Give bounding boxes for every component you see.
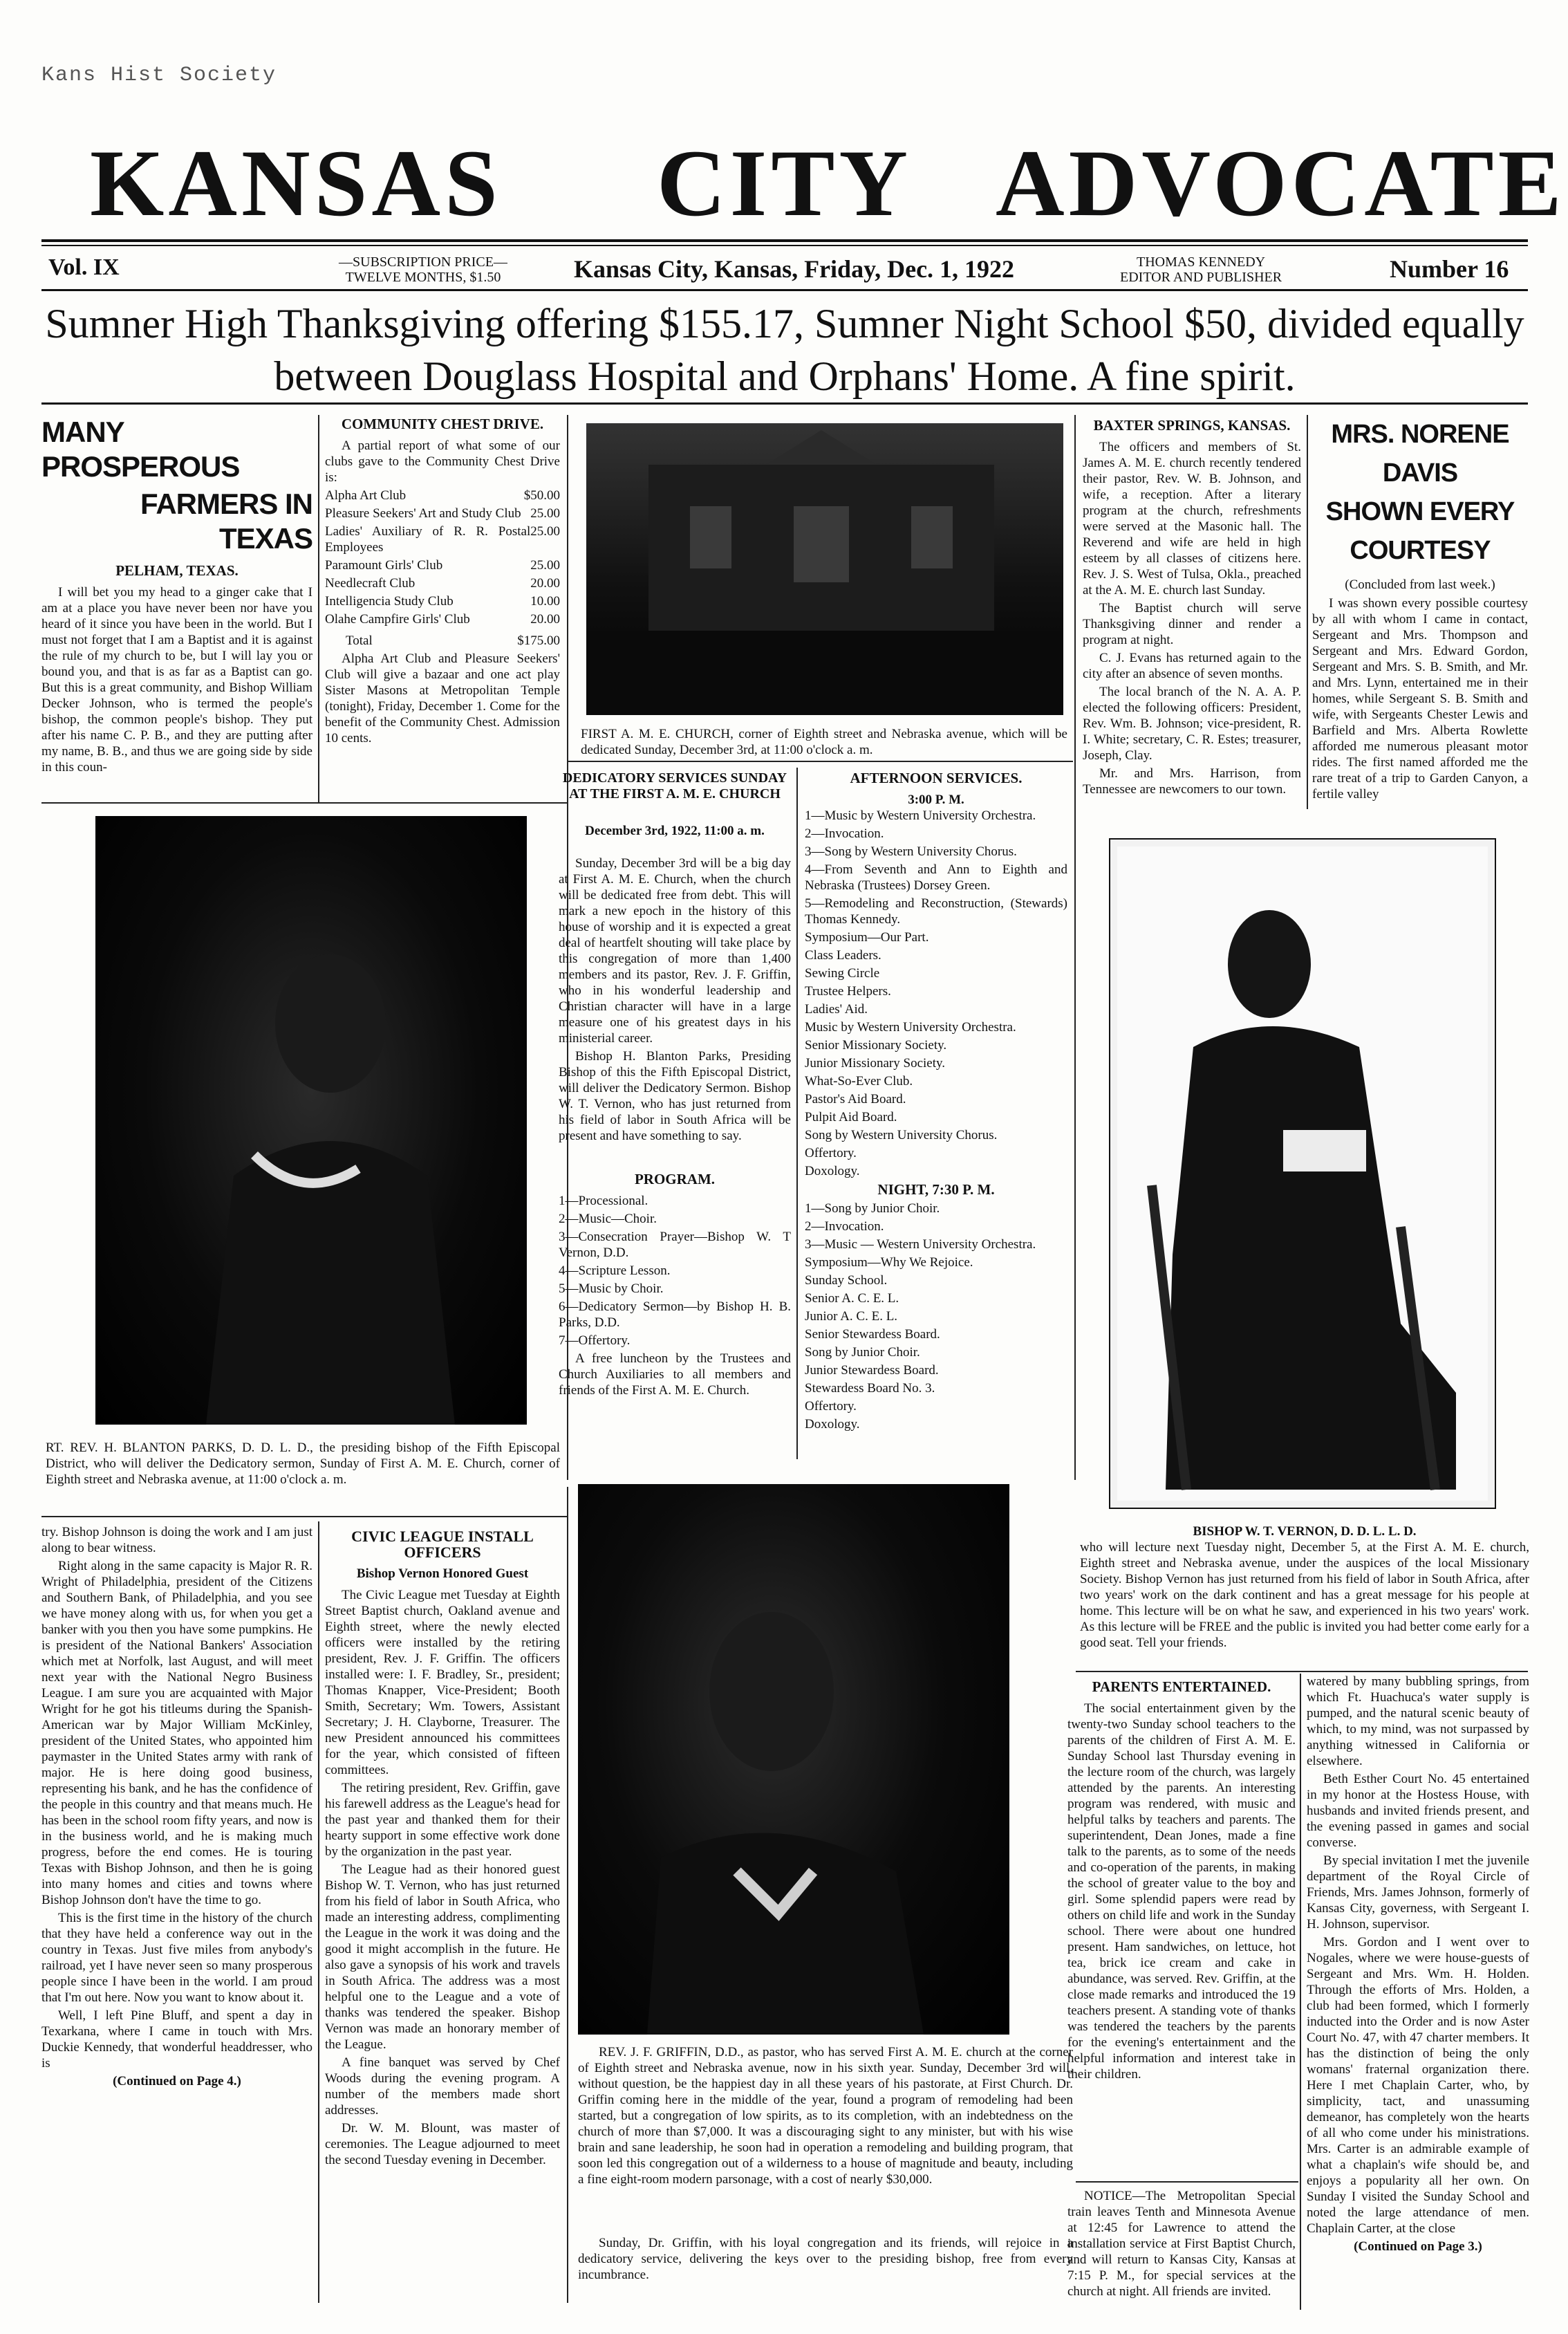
bishop-parks-caption: RT. REV. H. BLANTON PARKS, D. D. L. D., the presiding bishop of the Fifth Episcopal District, who will deliver the Dedicatory sermon, Sunday of First A. M. E. Church, corner of Eighth street and Nebraska avenue, at 11:00 o'clock a. m. bbox=[46, 1441, 560, 1487]
afternoon-item: Doxology. bbox=[805, 1164, 860, 1178]
article-farmers bbox=[41, 415, 312, 788]
bishop-vernon-title: BISHOP W. T. VERNON, D. D. L. L. D. bbox=[1193, 1524, 1417, 1539]
library-stamp: Kans Hist Society bbox=[41, 64, 277, 87]
program-item: 3—Consecration Prayer—Bishop W. T Vernon, D.D. bbox=[559, 1230, 791, 1260]
night-item: Symposium—Why We Rejoice. bbox=[805, 1255, 973, 1270]
article-afternoon-services bbox=[805, 766, 1067, 1458]
banner-headline bbox=[41, 297, 1528, 402]
article-community-chest bbox=[325, 412, 560, 793]
program-item: 4—Scripture Lesson. bbox=[559, 1263, 671, 1278]
row-rule bbox=[568, 761, 1073, 762]
place-date: Kansas City, Kansas, Friday, Dec. 1, 1922 bbox=[574, 255, 1015, 283]
banner-line-1: Sumner High Thanksgiving offering $155.17, Sumner Night School $50, divided equally bbox=[45, 301, 1524, 346]
chest-row bbox=[325, 557, 560, 573]
farmers-headline-2: FARMERS IN TEXAS bbox=[140, 488, 312, 555]
davis-headline-3: COURTESY bbox=[1350, 536, 1491, 565]
baxter-p4: The local branch of the N. A. A. P. elected the following officers: President, Rev. Wm. B. Johnson; vice-president, R. I. White; secretary, C. R. Estes; treasurer, Joseph, Clay. bbox=[1083, 685, 1301, 763]
afternoon-item: Pastor's Aid Board. bbox=[805, 1092, 906, 1106]
civic-p1: The Civic League met Tuesday at Eighth Street Baptist church, Oakland avenue and Eighth street, where the newly elected officers were installed by the retiring president, Rev. J. F. Griffin. The officers installed were: I. F. Bradley, Sr., president; Thomas Knapper, Vice-President; Booth Smith, Secretary; Wm. Towers, Assistant Secretary; J. H. Clayborne, Treasurer. The new President announced his committees for the year, which consisted of fifteen committees. bbox=[325, 1588, 560, 1777]
afternoon-item: Symposium—Our Part. bbox=[805, 930, 929, 945]
afternoon-item: 4—From Seventh and Ann to Eighth and Nebraska (Trustees) Dorsey Green. bbox=[805, 862, 1067, 893]
chest-amount: 10.00 bbox=[530, 594, 560, 609]
chest-row bbox=[325, 524, 560, 555]
chest-amount: $50.00 bbox=[523, 488, 560, 503]
bishop-parks-portrait bbox=[95, 816, 527, 1425]
dedicatory-title: DEDICATORY SERVICES SUNDAY AT THE FIRST A. M. E. CHURCH bbox=[562, 770, 787, 802]
chest-amount: 25.00 bbox=[530, 524, 560, 539]
chest-club-name: Ladies' Auxiliary of R. R. Postal Employees bbox=[325, 524, 531, 555]
farmers-paragraph: I will bet you my head to a ginger cake that I am at a place you have never been nor have you heard of it since you have been in the world. But I must not forget that I am a Baptist and it is against the rule of my church to be, but I will lay you or bound you, and that is as far as a Baptist can go. But this is a great community, and Bishop William Decker Johnson, who is termed the people's bishop, the common people's bishop. They put after his name C. P. B., and they are putting after my name, B. B., and thus we are going side by side in this coun- bbox=[41, 585, 312, 775]
civic-p5: Dr. W. M. Blount, was master of ceremonies. The League adjourned to meet the second Tuesday evening in December. bbox=[325, 2121, 560, 2167]
chest-total-label: Total bbox=[346, 633, 373, 648]
night-item: Senior Stewardess Board. bbox=[805, 1327, 940, 1342]
baxter-title: BAXTER SPRINGS, KANSAS. bbox=[1093, 417, 1291, 434]
chest-club-name: Pleasure Seekers' Art and Study Club bbox=[325, 506, 521, 521]
church-photo-caption: FIRST A. M. E. CHURCH, corner of Eighth street and Nebraska avenue, which will be dedicated Sunday, December 3rd, at 11:00 o'clock a. m. bbox=[581, 727, 1067, 757]
davis-headline-2: SHOWN EVERY bbox=[1325, 497, 1515, 526]
night-item: Junior Stewardess Board. bbox=[805, 1363, 939, 1378]
column-rule bbox=[318, 415, 319, 802]
night-item: Senior A. C. E. L. bbox=[805, 1291, 899, 1306]
program-item: 7—Offertory. bbox=[559, 1333, 631, 1348]
chest-club-name: Needlecraft Club bbox=[325, 576, 416, 591]
chest-row bbox=[325, 575, 560, 591]
rev-griffin-caption: REV. J. F. GRIFFIN, D.D., as pastor, who has served First A. M. E. church at the corner of Eighth street and Nebraska avenue, now in his sixth year. Sunday, December 3rd will, without question, be the happiest day in all these years of his pastorate, at First Church. Dr. Griffin coming here in the middle of the year, found a program of remodeling had been started, but a congregation of low spirits, as to its completion, with an indebtedness on the church of more than $7,000. It was a discouraging sight to any minister, but with his wise brain and sane leadership, he soon had in operation a remodeling and building program, that soon led this congregation out of a wilderness to a house of magnitude and beauty, including a fine eight-room modern parsonage, with a cost of nearly $30,000. bbox=[578, 2045, 1073, 2187]
afternoon-list bbox=[805, 808, 1067, 1179]
chest-amount: 25.00 bbox=[530, 506, 560, 521]
chest-total-amount: $175.00 bbox=[517, 633, 560, 648]
article-davis bbox=[1312, 415, 1528, 809]
editor bbox=[1120, 254, 1282, 285]
night-title: NIGHT, 7:30 P. M. bbox=[877, 1181, 995, 1198]
civic-p2: The retiring president, Rev. Griffin, gave his farewell address as the League's head for the past year and thanked them for their hearty support in some effective work done by the organization in the past year. bbox=[325, 1781, 560, 1859]
masthead-word-city: CITY bbox=[657, 130, 913, 236]
church-photo bbox=[586, 423, 1063, 715]
baxter-p5: Mr. and Mrs. Harrison, from Tennessee are newcomers to our town. bbox=[1083, 766, 1301, 797]
night-item: 3—Music — Western University Orchestra. bbox=[805, 1237, 1036, 1252]
night-item: Doxology. bbox=[805, 1417, 860, 1432]
afternoon-item: 3—Song by Western University Chorus. bbox=[805, 844, 1017, 859]
chest-intro: A partial report of what some of our clubs gave to the Community Chest Drive is: bbox=[325, 438, 560, 485]
volume: Vol. IX bbox=[48, 254, 120, 280]
afternoon-time: 3:00 P. M. bbox=[908, 793, 964, 807]
afternoon-title: AFTERNOON SERVICES. bbox=[850, 770, 1023, 786]
row-rule bbox=[41, 802, 567, 804]
chest-amount: 25.00 bbox=[530, 558, 560, 573]
afternoon-item: 2—Invocation. bbox=[805, 826, 884, 841]
afternoon-item: 1—Music by Western University Orchestra. bbox=[805, 808, 1036, 823]
masthead-rule-top bbox=[41, 239, 1528, 242]
chest-row bbox=[325, 506, 560, 521]
davis-headline-1: MRS. NORENE DAVIS bbox=[1331, 420, 1509, 488]
luncheon: A free luncheon by the Trustees and Church Auxiliaries to all members and friends of the First A. M. E. Church. bbox=[559, 1351, 791, 1398]
baxter-p2: The Baptist church will serve Thanksgiving dinner and render a program at night. bbox=[1083, 601, 1301, 647]
article-baxter-springs bbox=[1083, 414, 1301, 808]
farmers-cont-p2: Right along in the same capacity is Major R. R. Wright of Philadelphia, president of the Citizens and Southern Bank, of Philadelphia, and you see we have money along with us, for when you get a banker with you then you have some pumpkins. He is president of the National Bankers' Association which met at Norfolk, last August, and will meet next year with the National Negro Business League. I am sure you are acquainted with Major Wright for he got his titleums during the Spanish-American war by Major William McKinley, president of the United States, who appointed him paymaster in the United States army with rank of major. He is here doing good business, representing his bank, and he has the confidence of the people in this country and that means much. He has been in the school room fifty years, and now is in the business world, and he is making much progress, before the end comes. He is touring Texas with Bishop Johnson, and then he is going into many homes and cities and towns where Bishop Johnson don't have the time to go. bbox=[41, 1559, 312, 1907]
column-rule bbox=[1300, 1674, 1301, 2310]
row-rule bbox=[41, 1516, 567, 1517]
davis-note: (Concluded from last week.) bbox=[1345, 577, 1495, 592]
column-rule bbox=[1074, 415, 1076, 1480]
chest-row bbox=[325, 488, 560, 503]
editor-title: EDITOR AND PUBLISHER bbox=[1120, 270, 1282, 285]
afternoon-item: Ladies' Aid. bbox=[805, 1002, 868, 1017]
farmers-cont-p1: try. Bishop Johnson is doing the work and I am just along to bear witness. bbox=[41, 1525, 312, 1555]
parents-p1: The social entertainment given by the twenty-two Sunday school teachers to the parents of the children of First A. M. E. Sunday School last Thursday evening in the lecture room of the church, was largely attended by the parents. An interesting program was rendered, with music and helpful talks by teachers and parents. The superintendent, Dean Jones, made a fine talk to the parents, as to some of the needs and co-operation of the parents, in making the school of greater value to the boy and girl. Some splendid papers were read by others on child life and work in the Sunday school. There were about one hundred present. Ham sandwiches, on lettuce, hot tea, brick ice cream and cake in abundance, was served. Rev. Griffin, at the close made remarks and introduced the 19 teachers present. A standing vote of thanks was tendered the teachers by the parents for the evening's entertainment and the helpful information and interest take in their children. bbox=[1067, 1701, 1296, 2082]
banner-rule bbox=[41, 402, 1528, 405]
notice-text: NOTICE—The Metropolitan Special train leaves Tenth and Minnesota Avenue at 12:45 for Lawrence to attend the installation service at First Baptist Church, and will return to Kansas City, Kansas at 7:15 P. M., for special services at the church at night. All friends are invited. bbox=[1067, 2189, 1296, 2299]
chest-club-name: Paramount Girls' Club bbox=[325, 558, 443, 573]
night-item: Junior A. C. E. L. bbox=[805, 1309, 898, 1324]
chest-club-name: Intelligencia Study Club bbox=[325, 594, 454, 609]
chest-list bbox=[325, 488, 560, 627]
chest-title: COMMUNITY CHEST DRIVE. bbox=[341, 416, 544, 432]
afternoon-item: Pulpit Aid Board. bbox=[805, 1110, 897, 1124]
masthead-rule-thin bbox=[41, 245, 1528, 246]
row-rule bbox=[1076, 1671, 1528, 1672]
program-item: 6—Dedicatory Sermon—by Bishop H. B. Parks, D.D. bbox=[559, 1299, 791, 1330]
article-dedicatory bbox=[559, 766, 791, 1458]
notice bbox=[1067, 2188, 1296, 2313]
afternoon-item: 5—Remodeling and Reconstruction, (Stewards) Thomas Kennedy. bbox=[805, 896, 1067, 927]
article-parents-entertained bbox=[1067, 1675, 1296, 2173]
article-davis-continued bbox=[1307, 1674, 1529, 2317]
afternoon-item: Sewing Circle bbox=[805, 966, 880, 981]
afternoon-item: Song by Western University Chorus. bbox=[805, 1128, 998, 1142]
afternoon-item: Junior Missionary Society. bbox=[805, 1056, 946, 1071]
baxter-p3: C. J. Evans has returned again to the city after an absence of seven months. bbox=[1083, 651, 1301, 681]
civic-subtitle: Bishop Vernon Honored Guest bbox=[356, 1566, 529, 1581]
davis-cont-p3: By special invitation I met the juvenile department of the Royal Circle of Friends, Mrs. James Johnson, formerly of Kansas City, governess, with Sergeant I. H. Johnson, supervisor. bbox=[1307, 1853, 1529, 1932]
bishop-vernon-portrait bbox=[1109, 838, 1496, 1509]
program-item: 1—Processional. bbox=[559, 1194, 648, 1208]
davis-cont-p1: watered by many bubbling springs, from which Ft. Huachuca's water supply is pumped, and the natural scenic beauty of which, to my mind, was not surpassed by anything witnessed in California or elsewhere. bbox=[1307, 1674, 1529, 1768]
dedicatory-date: December 3rd, 1922, 11:00 a. m. bbox=[585, 824, 765, 838]
issue-number: Number 16 bbox=[1390, 255, 1509, 283]
editor-name: THOMAS KENNEDY bbox=[1136, 254, 1266, 270]
dedicatory-p1: Sunday, December 3rd will be a big day at First A. M. E. Church, when the church will be dedicated free from debt. This will mark a new epoch in the history of this house of worship and it is expected a great deal of heartfelt shouting will take place by this congregation of more than 1,400 members and its pastor, Rev. J. F. Griffin, who in his wonderful leadership and Christian character will have in a large measure one of his greatest days in his ministerial career. bbox=[559, 856, 791, 1046]
civic-title-1: CIVIC LEAGUE INSTALL bbox=[351, 1528, 534, 1545]
column-rule bbox=[796, 768, 798, 1459]
masthead bbox=[76, 130, 1566, 236]
banner-line-2: between Douglass Hospital and Orphans' Home. A fine spirit. bbox=[274, 353, 1296, 399]
baxter-p1: The officers and members of St. James A. M. E. church recently tendered their pastor, Rev. W. B. Johnson, and wife, a reception. After a literary program at the church, refreshments were served at the Masonic hall. The Reverend and wife are held in high esteem by all classes of citizens here. Rev. J. S. West of Tulsa, Okla., preached at the A. M. E. church last Sunday. bbox=[1083, 440, 1301, 598]
rev-griffin-portrait bbox=[578, 1484, 1009, 2035]
afternoon-item: Class Leaders. bbox=[805, 948, 881, 963]
davis-cont-p2: Beth Esther Court No. 45 entertained in my honor at the Hostess House, with husbands and invited friends present, and the evening passed in games and social converse. bbox=[1307, 1772, 1529, 1850]
farmers-cont-p3: This is the first time in the history of the church that they have held a conference way out in the country in Texas. Just five miles from anybody's railroad, yet I have never seen so many prosperous people since I have been in the world. I am proud that I'm out here. Now you want to know about it. bbox=[41, 1911, 312, 2005]
chest-row bbox=[325, 611, 560, 627]
program-list bbox=[559, 1193, 791, 1349]
night-list bbox=[805, 1201, 1067, 1432]
night-item: Offertory. bbox=[805, 1399, 857, 1414]
dateline-rule bbox=[41, 289, 1528, 291]
row-rule bbox=[1076, 2181, 1298, 2183]
chest-closing: Alpha Art Club and Pleasure Seekers' Club will give a bazaar and one act play Sister Masons at Metropolitan Temple (tonight), Friday, December 1. Come for the benefit of the Community Chest. Admission 10 cents. bbox=[325, 651, 560, 745]
farmers-cont-p4: Well, I left Pine Bluff, and spent a day in Texarkana, where I came in touch with Mrs. Duckie Kennedy, that wonderful headdresser, who is bbox=[41, 2008, 312, 2071]
chest-row bbox=[325, 593, 560, 609]
farmers-continued-note: (Continued on Page 4.) bbox=[113, 2074, 241, 2088]
night-item: 1—Song by Junior Choir. bbox=[805, 1201, 940, 1216]
afternoon-item: Music by Western University Orchestra. bbox=[805, 1020, 1016, 1035]
parents-title: PARENTS ENTERTAINED. bbox=[1092, 1678, 1271, 1695]
masthead-word-advocate: ADVOCATE bbox=[996, 130, 1566, 236]
chest-amount: 20.00 bbox=[530, 612, 560, 627]
afternoon-item: Senior Missionary Society. bbox=[805, 1038, 947, 1053]
bishop-vernon-caption: who will lecture next Tuesday night, December 5, at the First A. M. E. church, Eighth street and Nebraska avenue, under the auspices of the local Missionary Society. Bishop Vernon has just returned from his field of labor in South Africa, after two years' work on the dark continent and has a great message for his people at home. This lecture will be on what he saw, and experienced in his two years' work. As this lecture will be FREE and the public is invited you had better come early for a good seat. Tell your friends. bbox=[1080, 1540, 1529, 1650]
column-rule bbox=[567, 1487, 568, 2303]
farmers-headline-1: MANY PROSPEROUS bbox=[41, 416, 240, 483]
program-item: 2—Music—Choir. bbox=[559, 1212, 657, 1226]
masthead-word-kansas: KANSAS bbox=[90, 130, 502, 236]
night-item: Stewardess Board No. 3. bbox=[805, 1381, 935, 1396]
subscription-line-1: —SUBSCRIPTION PRICE— bbox=[339, 254, 507, 270]
davis-continued-note: (Continued on Page 3.) bbox=[1354, 2239, 1482, 2254]
davis-cont-p4: Mrs. Gordon and I went over to Nogales, where we were house-guests of Sergeant and Mrs. Wm. H. Holden. Through the efforts of Mrs. Holden, a club had been formed, which I formerly inducted into the Order and is now Aster Court No. 47, with 47 charter members. It has the distinction of being the only womans' fraternal organization there. Here I met Chaplain Carter, who, by simplicity, tact, and unassuming demeanor, has completely won the hearts of all who come under his ministrations. Mrs. Carter is an admirable example of what a chaplain's wife should be, and enjoys a popularity all her own. On Sunday I visited the Sunday School and noted the large attendance of men. Chaplain Carter, at the close bbox=[1307, 1935, 1529, 2236]
davis-p1: I was shown every possible courtesy by all with whom I came in contact, Sergeant and Mrs. Thompson and Sergeant and Mrs. Edward Gordon, Sergeant and Mrs. S. B. Smith, and Mr. and Mrs. Lynn, entertained me in their homes, while Sergeant S. B. Smith and wife, with Sergeants Chester Lewis and Barfield and Mrs. Alberta Rowlette afforded me numerous pleasant motor rides. The first named afforded me the rare treat of a trip to Garden Canyon, a fertile valley bbox=[1312, 596, 1528, 802]
rev-griffin-caption-2: Sunday, Dr. Griffin, with his loyal congregation and its friends, will rejoice in a dedicatory service, delivering the keys over to the presiding bishop, free from every incumbrance. bbox=[578, 2236, 1073, 2282]
night-item: Song by Junior Choir. bbox=[805, 1345, 920, 1360]
night-item: 2—Invocation. bbox=[805, 1219, 884, 1234]
column-rule bbox=[318, 1521, 319, 2303]
subscription-line-2: TWELVE MONTHS, $1.50 bbox=[345, 270, 501, 285]
column-rule bbox=[1307, 415, 1308, 809]
article-civic-league bbox=[325, 1524, 560, 2313]
chest-total-row bbox=[325, 633, 560, 649]
afternoon-item: What-So-Ever Club. bbox=[805, 1074, 913, 1089]
farmers-place: PELHAM, TEXAS. bbox=[115, 562, 239, 579]
article-farmers-continued bbox=[41, 1524, 312, 2313]
night-item: Sunday School. bbox=[805, 1273, 888, 1288]
dedicatory-p2: Bishop H. Blanton Parks, Presiding Bishop of this the Fifth Episcopal District, will deliver the Dedicatory Sermon. Bishop W. T. Vernon, who has just returned from his field of labor in South Africa will be present and have something to say. bbox=[559, 1049, 791, 1143]
afternoon-item: Trustee Helpers. bbox=[805, 984, 891, 999]
afternoon-item: Offertory. bbox=[805, 1146, 857, 1160]
subscription-price bbox=[339, 254, 507, 285]
chest-amount: 20.00 bbox=[530, 576, 560, 591]
civic-p4: A fine banquet was served by Chef Woods during the evening program. A number of the members made short addresses. bbox=[325, 2055, 560, 2118]
civic-title-2: OFFICERS bbox=[404, 1544, 481, 1561]
civic-p3: The League had as their honored guest Bishop W. T. Vernon, who has just returned from his field of labor in South Africa, who made an interesting address, complimenting the League in the work it was doing and the good it might accomplish in the future. He also gave a synopsis of his work and travels in South Africa. The address was a most helpful one to the League and a vote of thanks was tendered the speaker. Bishop Vernon was made an honorary member of the League. bbox=[325, 1862, 560, 2052]
program-item: 5—Music by Choir. bbox=[559, 1281, 664, 1296]
dateline bbox=[41, 250, 1528, 292]
chest-club-name: Alpha Art Club bbox=[325, 488, 407, 503]
chest-club-name: Olahe Campfire Girls' Club bbox=[325, 612, 470, 627]
program-title: PROGRAM. bbox=[634, 1171, 716, 1187]
